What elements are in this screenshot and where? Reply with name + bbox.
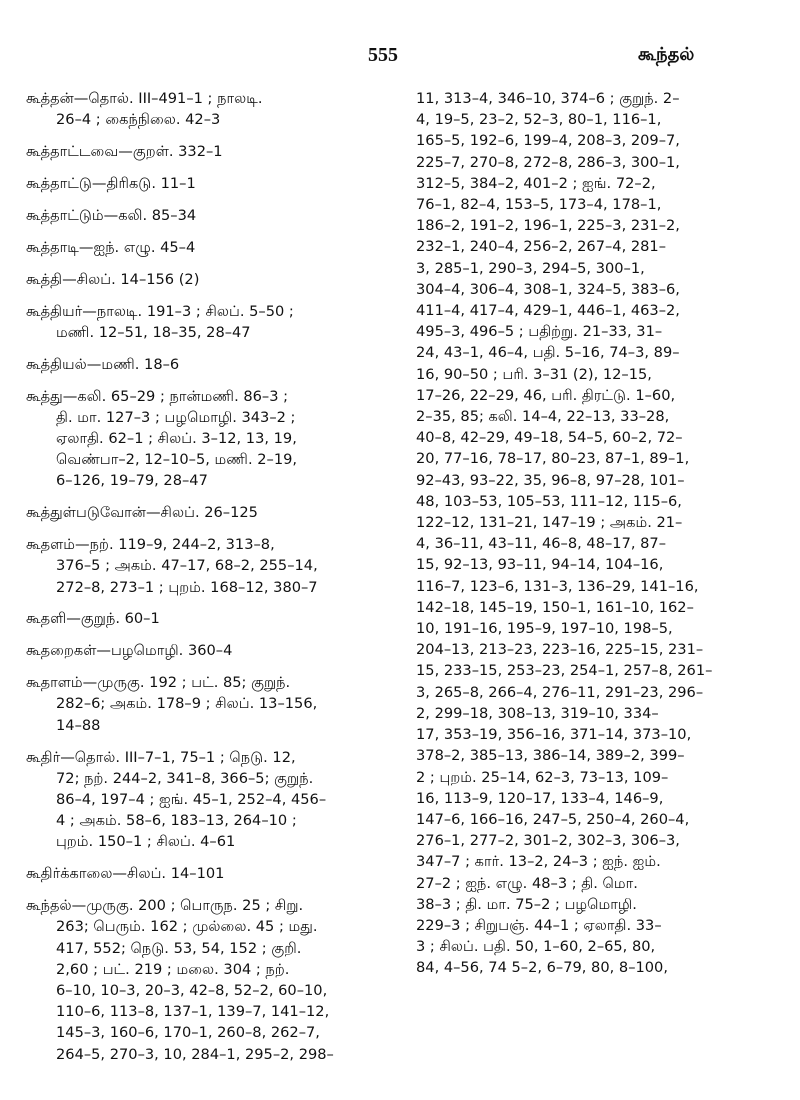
- continuation-line: 411–4, 417–4, 429–1, 446–1, 463–2,: [416, 302, 680, 320]
- continuation-line: 24, 43–1, 46–4, பதி. 5–16, 74–3, 89–: [416, 344, 680, 362]
- continuation-line: 15, 233–15, 253–23, 254–1, 257–8, 261–: [416, 662, 713, 680]
- entry-line: 6–126, 19–79, 28–47: [56, 472, 208, 490]
- entry-line: 86–4, 197–4 ; ஐங். 45–1, 252–4, 456–: [56, 790, 327, 808]
- entry-line: கூத்தாடி—ஐந். எழு. 45–4: [26, 238, 196, 256]
- entry-line: கூதளி—குறுந். 60–1: [26, 610, 160, 628]
- continuation-line: 2–35, 85; கலி. 14–4, 22–13, 33–28,: [416, 408, 670, 426]
- page-number: 555: [368, 44, 398, 66]
- index-entry: [26, 205, 396, 226]
- index-entry: [26, 895, 396, 1065]
- entry-line: கூதிர்க்காலை—சிலப். 14–101: [26, 865, 225, 883]
- continuation-line: 4, 19–5, 23–2, 52–3, 80–1, 116–1,: [416, 111, 662, 129]
- entry-line: கூத்துள்படுவோன்—சிலப். 26–125: [26, 504, 258, 522]
- continuation-line: 17, 353–19, 356–16, 371–14, 373–10,: [416, 726, 692, 744]
- entry-line: 110–6, 113–8, 137–1, 139–7, 141–12,: [56, 1003, 330, 1021]
- continuation-line: 40–8, 42–29, 49–18, 54–5, 60–2, 72–: [416, 429, 683, 447]
- entry-line: கூதாளம்—முருகு. 192 ; பட். 85; குறுந்.: [26, 674, 291, 692]
- continuation-line: 225–7, 270–8, 272–8, 286–3, 300–1,: [416, 153, 680, 171]
- entry-line: 26–4 ; கைந்நிலை. 42–3: [56, 111, 221, 129]
- index-entry: [26, 173, 396, 194]
- entry-line: கூத்தி—சிலப். 14–156 (2): [26, 270, 200, 288]
- index-column-left: [26, 88, 396, 1075]
- entry-line: மணி. 12–51, 18–35, 28–47: [56, 323, 251, 341]
- continuation-line: 20, 77–16, 78–17, 80–23, 87–1, 89–1,: [416, 450, 690, 468]
- entry-line: வெண்பா–2, 12–10–5, மணி. 2–19,: [56, 451, 298, 469]
- entry-line: 4 ; அகம். 58–6, 183–13, 264–10 ;: [56, 812, 297, 830]
- index-entry: [26, 269, 396, 290]
- index-entry: [26, 354, 396, 375]
- index-entry: [26, 534, 396, 598]
- index-entry: [26, 672, 396, 736]
- entry-line: கூத்தாட்டவை—குறள். 332–1: [26, 143, 223, 161]
- entry-line: 282–6; அகம். 178–9 ; சிலப். 13–156,: [56, 695, 318, 713]
- continuation-line: 15, 92–13, 93–11, 94–14, 104–16,: [416, 556, 664, 574]
- continuation-line: 186–2, 191–2, 196–1, 225–3, 231–2,: [416, 217, 680, 235]
- continuation-line: 3, 285–1, 290–3, 294–5, 300–1,: [416, 259, 645, 277]
- continuation-line: 38–3 ; தி. மா. 75–2 ; பழமொழி.: [416, 895, 637, 913]
- continuation-line: 2, 299–18, 308–13, 319–10, 334–: [416, 704, 659, 722]
- index-entry: [26, 386, 396, 492]
- entry-line: கூதறைகள்—பழமொழி. 360–4: [26, 642, 233, 660]
- index-entry: [26, 640, 396, 661]
- entry-line: 145–3, 160–6, 170–1, 260–8, 262–7,: [56, 1024, 320, 1042]
- index-entry: [26, 88, 396, 130]
- index-entry: [26, 301, 396, 343]
- index-entry: [26, 747, 396, 853]
- continuation-line: 122–12, 131–21, 147–19 ; அகம். 21–: [416, 514, 683, 532]
- entry-line: கூதளம்—நற். 119–9, 244–2, 313–8,: [26, 536, 275, 554]
- continuation-line: 304–4, 306–4, 308–1, 324–5, 383–6,: [416, 280, 680, 298]
- entry-line: கூத்தியல்—மணி. 18–6: [26, 355, 180, 373]
- entry-line: கூத்தன்—தொல். III–491–1 ; நாலடி.: [26, 90, 263, 107]
- entry-line: 2,60 ; பட். 219 ; மலை. 304 ; நற்.: [56, 960, 290, 978]
- continuation-line: 495–3, 496–5 ; பதிற்று. 21–33, 31–: [416, 323, 663, 341]
- continuation-line: 312–5, 384–2, 401–2 ; ஐங். 72–2,: [416, 174, 656, 192]
- continuation-line: 84, 4–56, 74 5–2, 6–79, 80, 8–100,: [416, 959, 668, 977]
- continuation-line: 17–26, 22–29, 46, பரி. திரட்டு. 1–60,: [416, 386, 676, 404]
- continuation-line: 142–18, 145–19, 150–1, 161–10, 162–: [416, 598, 694, 616]
- entry-line: 72; நற். 244–2, 341–8, 366–5; குறுந்.: [56, 769, 314, 787]
- continuation-line: 378–2, 385–13, 386–14, 389–2, 399–: [416, 747, 685, 765]
- entry-line: 14–88: [56, 716, 101, 734]
- entry-line: தி. மா. 127–3 ; பழமொழி. 343–2 ;: [56, 408, 296, 426]
- continuation-line: 10, 191–16, 195–9, 197–10, 198–5,: [416, 620, 673, 638]
- entry-line: கூந்தல்—முருகு. 200 ; பொருந. 25 ; சிறு.: [26, 897, 304, 915]
- continuation-line: 16, 90–50 ; பரி. 3–31 (2), 12–15,: [416, 365, 652, 383]
- continuation-line: 92–43, 93–22, 35, 96–8, 97–28, 101–: [416, 471, 685, 489]
- continuation-line: 276–1, 277–2, 301–2, 302–3, 306–3,: [416, 832, 680, 850]
- entry-line: 6–10, 10–3, 20–3, 42–8, 52–2, 60–10,: [56, 981, 328, 999]
- continuation-line: 3 ; சிலப். பதி. 50, 1–60, 2–65, 80,: [416, 938, 656, 956]
- continuation-line: 116–7, 123–6, 131–3, 136–29, 141–16,: [416, 577, 699, 595]
- continuation-line: 204–13, 213–23, 223–16, 225–15, 231–: [416, 641, 704, 659]
- continuation-line: 147–6, 166–16, 247–5, 250–4, 260–4,: [416, 810, 690, 828]
- entry-line: புறம். 150–1 ; சிலப். 4–61: [56, 833, 236, 851]
- entry-line: கூத்தியர்—நாலடி. 191–3 ; சிலப். 5–50 ;: [26, 302, 294, 320]
- entry-line: 264–5, 270–3, 10, 284–1, 295–2, 298–: [56, 1045, 334, 1063]
- continuation-line: 27–2 ; ஐந். எழு. 48–3 ; தி. மொ.: [416, 874, 638, 892]
- continuation-line: 347–7 ; கார். 13–2, 24–3 ; ஐந். ஐம்.: [416, 853, 661, 871]
- entry-line: 417, 552; நெடு. 53, 54, 152 ; குறி.: [56, 939, 302, 957]
- entry-line: கூதிர்—தொல். III–7–1, 75–1 ; நெடு. 12,: [26, 748, 296, 766]
- continuation-line: 3, 265–8, 266–4, 276–11, 291–23, 296–: [416, 683, 704, 701]
- entry-line: கூத்தாட்டும்—கலி. 85–34: [26, 206, 197, 224]
- index-entry: [26, 237, 396, 258]
- continuation-line: 165–5, 192–6, 199–4, 208–3, 209–7,: [416, 132, 680, 150]
- continuation-line: 229–3 ; சிறுபஞ். 44–1 ; ஏலாதி. 33–: [416, 916, 662, 934]
- index-entry: [26, 141, 396, 162]
- continuation-line: 232–1, 240–4, 256–2, 267–4, 281–: [416, 238, 667, 256]
- continuation-line: 16, 113–9, 120–17, 133–4, 146–9,: [416, 789, 664, 807]
- continuation-line: 48, 103–53, 105–53, 111–12, 115–6,: [416, 492, 682, 510]
- index-entry: [26, 608, 396, 629]
- entry-line: 263; பெரும். 162 ; முல்லை. 45 ; மது.: [56, 918, 318, 936]
- index-entry: [26, 502, 396, 523]
- continuation-line: 2 ; புறம். 25–14, 62–3, 73–13, 109–: [416, 768, 669, 786]
- entry-line: 376–5 ; அகம். 47–17, 68–2, 255–14,: [56, 557, 318, 575]
- entry-line: கூத்தாட்டு—திரிகடு. 11–1: [26, 174, 196, 192]
- running-head: கூந்தல்: [638, 44, 695, 65]
- index-column-right: [416, 88, 746, 979]
- entry-line: 272–8, 273–1 ; புறம். 168–12, 380–7: [56, 578, 318, 596]
- continuation-line: 11, 313–4, 346–10, 374–6 ; குறுந். 2–: [416, 90, 680, 107]
- entry-line: ஏலாதி. 62–1 ; சிலப். 3–12, 13, 19,: [56, 429, 297, 447]
- continuation-line: 4, 36–11, 43–11, 46–8, 48–17, 87–: [416, 535, 667, 553]
- entry-line: கூத்து—கலி. 65–29 ; நான்மணி. 86–3 ;: [26, 387, 289, 405]
- index-entry: [26, 863, 396, 884]
- continuation-line: 76–1, 82–4, 153–5, 173–4, 178–1,: [416, 196, 662, 214]
